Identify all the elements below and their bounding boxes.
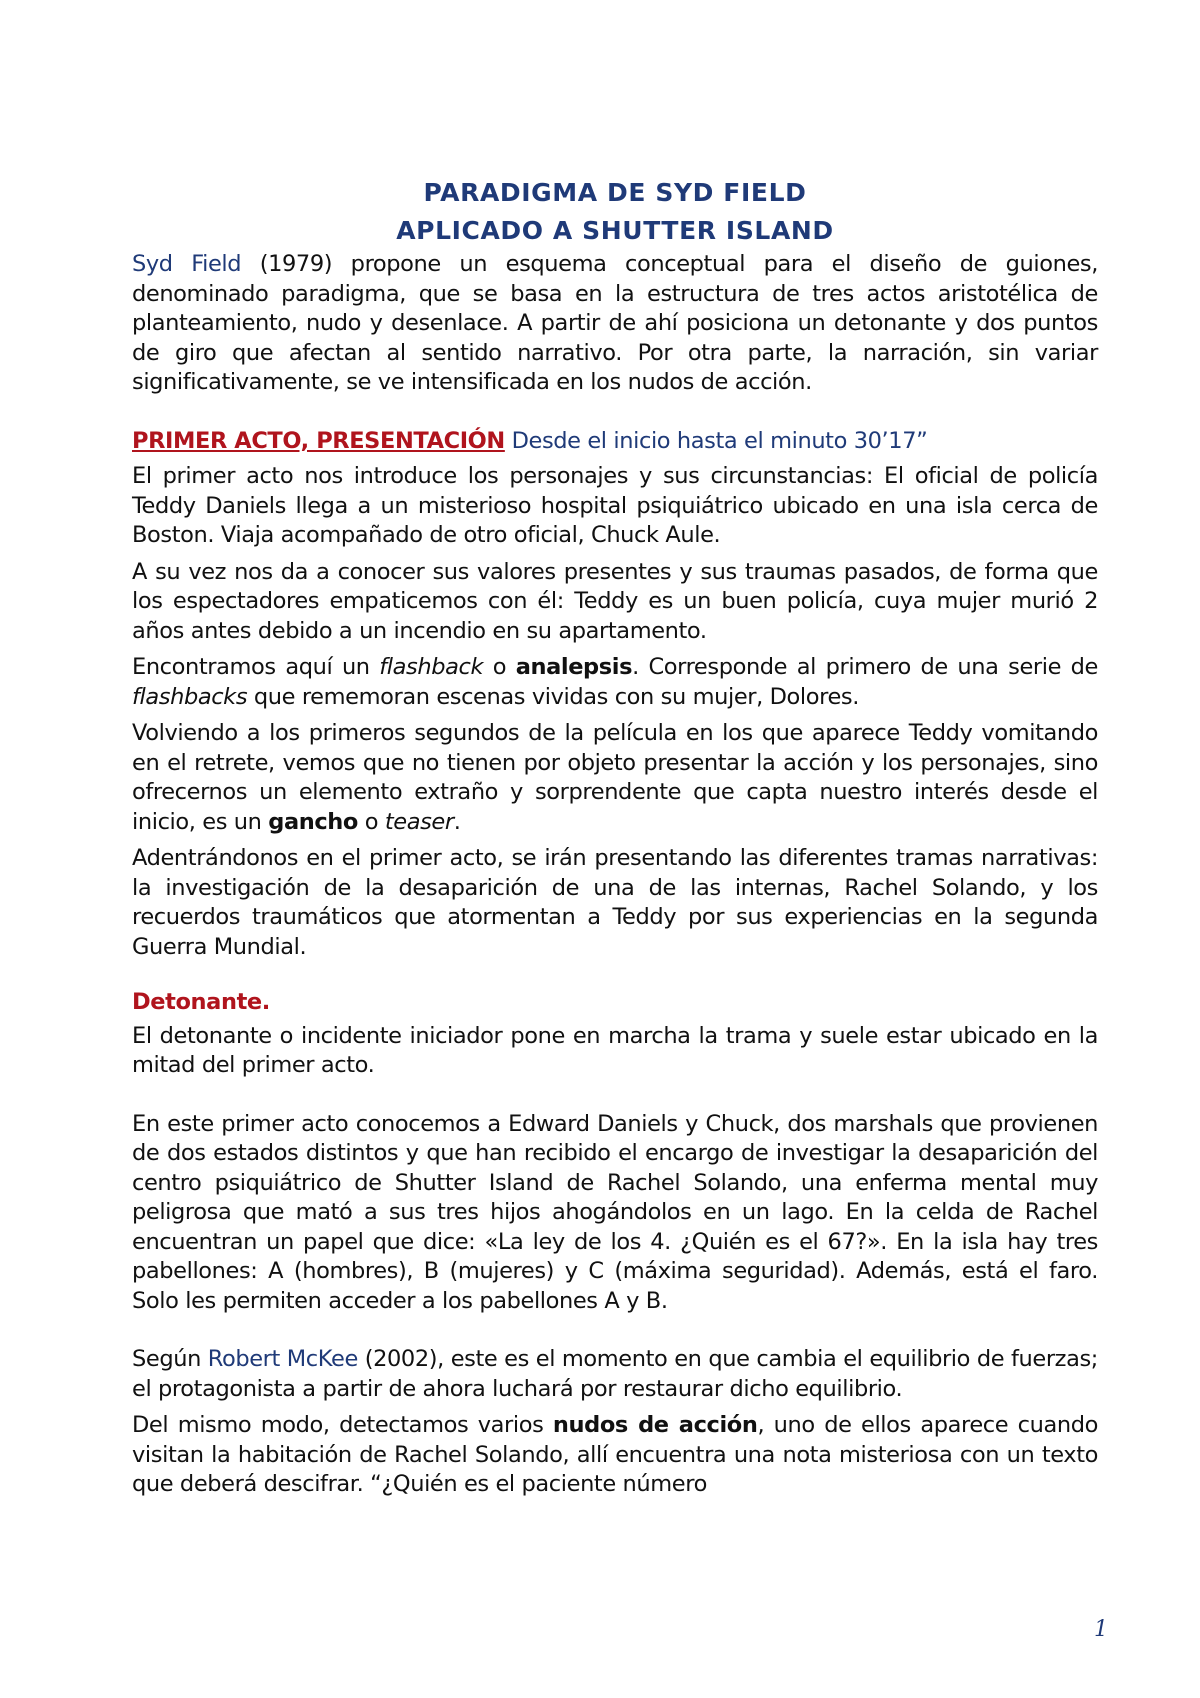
text-span: (2002), este es el momento en que cambia el equilibrio de fuerzas; el protagonista a partir de ahora luchará por restaurar dicho equilibrio. xyxy=(132,1346,1098,1402)
text-span: Volviendo a los primeros segundos de la película en los que aparece Teddy vomitando en el retrete, vemos que no tienen por objeto presentar la acción y los personajes, sino ofrecernos un elemento extraño y sorprendente que capta nuestro interés desde el inicio, es un xyxy=(132,720,1098,835)
title-block xyxy=(132,174,1098,250)
italic-term: teaser xyxy=(384,808,454,835)
detonante-paragraph-4 xyxy=(132,1411,1098,1500)
title-line-2: APLICADO A SHUTTER ISLAND xyxy=(396,216,834,245)
primer-acto-paragraph-2: A su vez nos da a conocer sus valores presentes y sus traumas pasados, de forma que los espectadores empaticemos con él: Teddy es un buen policía, cuya mujer murió 2 años antes debido a un incendio en su apartamento. xyxy=(132,558,1098,644)
title-line-1: PARADIGMA DE SYD FIELD xyxy=(423,178,807,207)
text-span: , uno de ellos aparece cuando visitan la habitación de Rachel Solando, allí encuentra una nota misteriosa con un texto que deberá descifrar. “¿Quién es el paciente número xyxy=(132,1412,1098,1497)
intro-text: (1979) propone un esquema conceptual para el diseño de guiones, denominado paradigma, que se basa en la estructura de tres actos aristotélica de planteamiento, nudo y desenlace. A partir de ahí posiciona un detonante y dos puntos de giro que afectan al sentido narrativo. Por otra parte, la narración, sin variar significativamente, se ve intensificada en los nudos de acción. xyxy=(132,251,1098,395)
italic-term: flashback xyxy=(379,654,484,680)
primer-acto-paragraph-4 xyxy=(132,719,1098,837)
text-span: Del mismo modo, detectamos varios xyxy=(132,1412,553,1438)
detonante-paragraph-3 xyxy=(132,1345,1098,1404)
text-span: o xyxy=(357,808,385,835)
intro-paragraph xyxy=(132,250,1098,398)
section-heading-primer-acto xyxy=(132,427,1098,457)
section-heading-detonante xyxy=(132,988,1098,1018)
bold-term: gancho xyxy=(268,808,358,835)
text-span: . xyxy=(453,808,461,835)
primer-acto-paragraph-5: Adentrándonos en el primer acto, se irán presentando las diferentes tramas narrativas: la investigación de la desaparición de una de las internas, Rachel Solando, y los recuerdos traumáticos que atormentan a Teddy por sus experiencias en la segunda Guerra Mundial. xyxy=(132,845,1098,960)
detonante-title: Detonante. xyxy=(132,989,270,1015)
text-span: Según xyxy=(132,1346,208,1372)
author-link: Robert McKee xyxy=(207,1346,358,1372)
bold-term: analepsis xyxy=(515,654,633,680)
detonante-paragraph-2: En este primer acto conocemos a Edward Daniels y Chuck, dos marshals que provienen de dos estados distintos y que han recibido el encargo de investigar la desaparición del centro psiquiátrico de Shutter Island de Rachel Solando, una enferma mental muy peligrosa que mató a sus tres hijos ahogándolos en un lago. En la celda de Rachel encuentran un papel que dice: «La ley de los 4. ¿Quién es el 67?». En la isla hay tres pabellones: A (hombres), B (mujeres) y C (máxima seguridad). Además, está el faro. Solo les permiten acceder a los pabellones A y B. xyxy=(132,1110,1098,1314)
text-span: que rememoran escenas vividas con su mujer, Dolores. xyxy=(247,683,859,710)
author-link: Syd Field xyxy=(132,251,242,277)
primer-acto-paragraph-1: El primer acto nos introduce los personajes y sus circunstancias: El oficial de policía Teddy Daniels llega a un misterioso hospital psiquiátrico ubicado en una isla cerca de Boston. Viaja acompañado de otro oficial, Chuck Aule. xyxy=(132,463,1098,548)
primer-acto-range: Desde el inicio hasta el minuto 30’17” xyxy=(504,427,928,454)
detonante-paragraph-1: El detonante o incidente iniciador pone en marcha la trama y suele estar ubicado en la mitad del primer acto. xyxy=(132,1022,1098,1078)
text-span: Encontramos aquí un xyxy=(132,654,380,680)
page-number: 1 xyxy=(1094,1617,1108,1642)
text-span: . Corresponde al primero de una serie de xyxy=(632,654,1098,680)
bold-term: nudos de acción xyxy=(552,1412,758,1438)
text-span: o xyxy=(483,654,516,680)
primer-acto-paragraph-3 xyxy=(132,653,1098,712)
primer-acto-title: PRIMER ACTO, PRESENTACIÓN xyxy=(132,427,505,454)
document-body xyxy=(132,174,1098,1507)
italic-term: flashbacks xyxy=(132,683,248,710)
